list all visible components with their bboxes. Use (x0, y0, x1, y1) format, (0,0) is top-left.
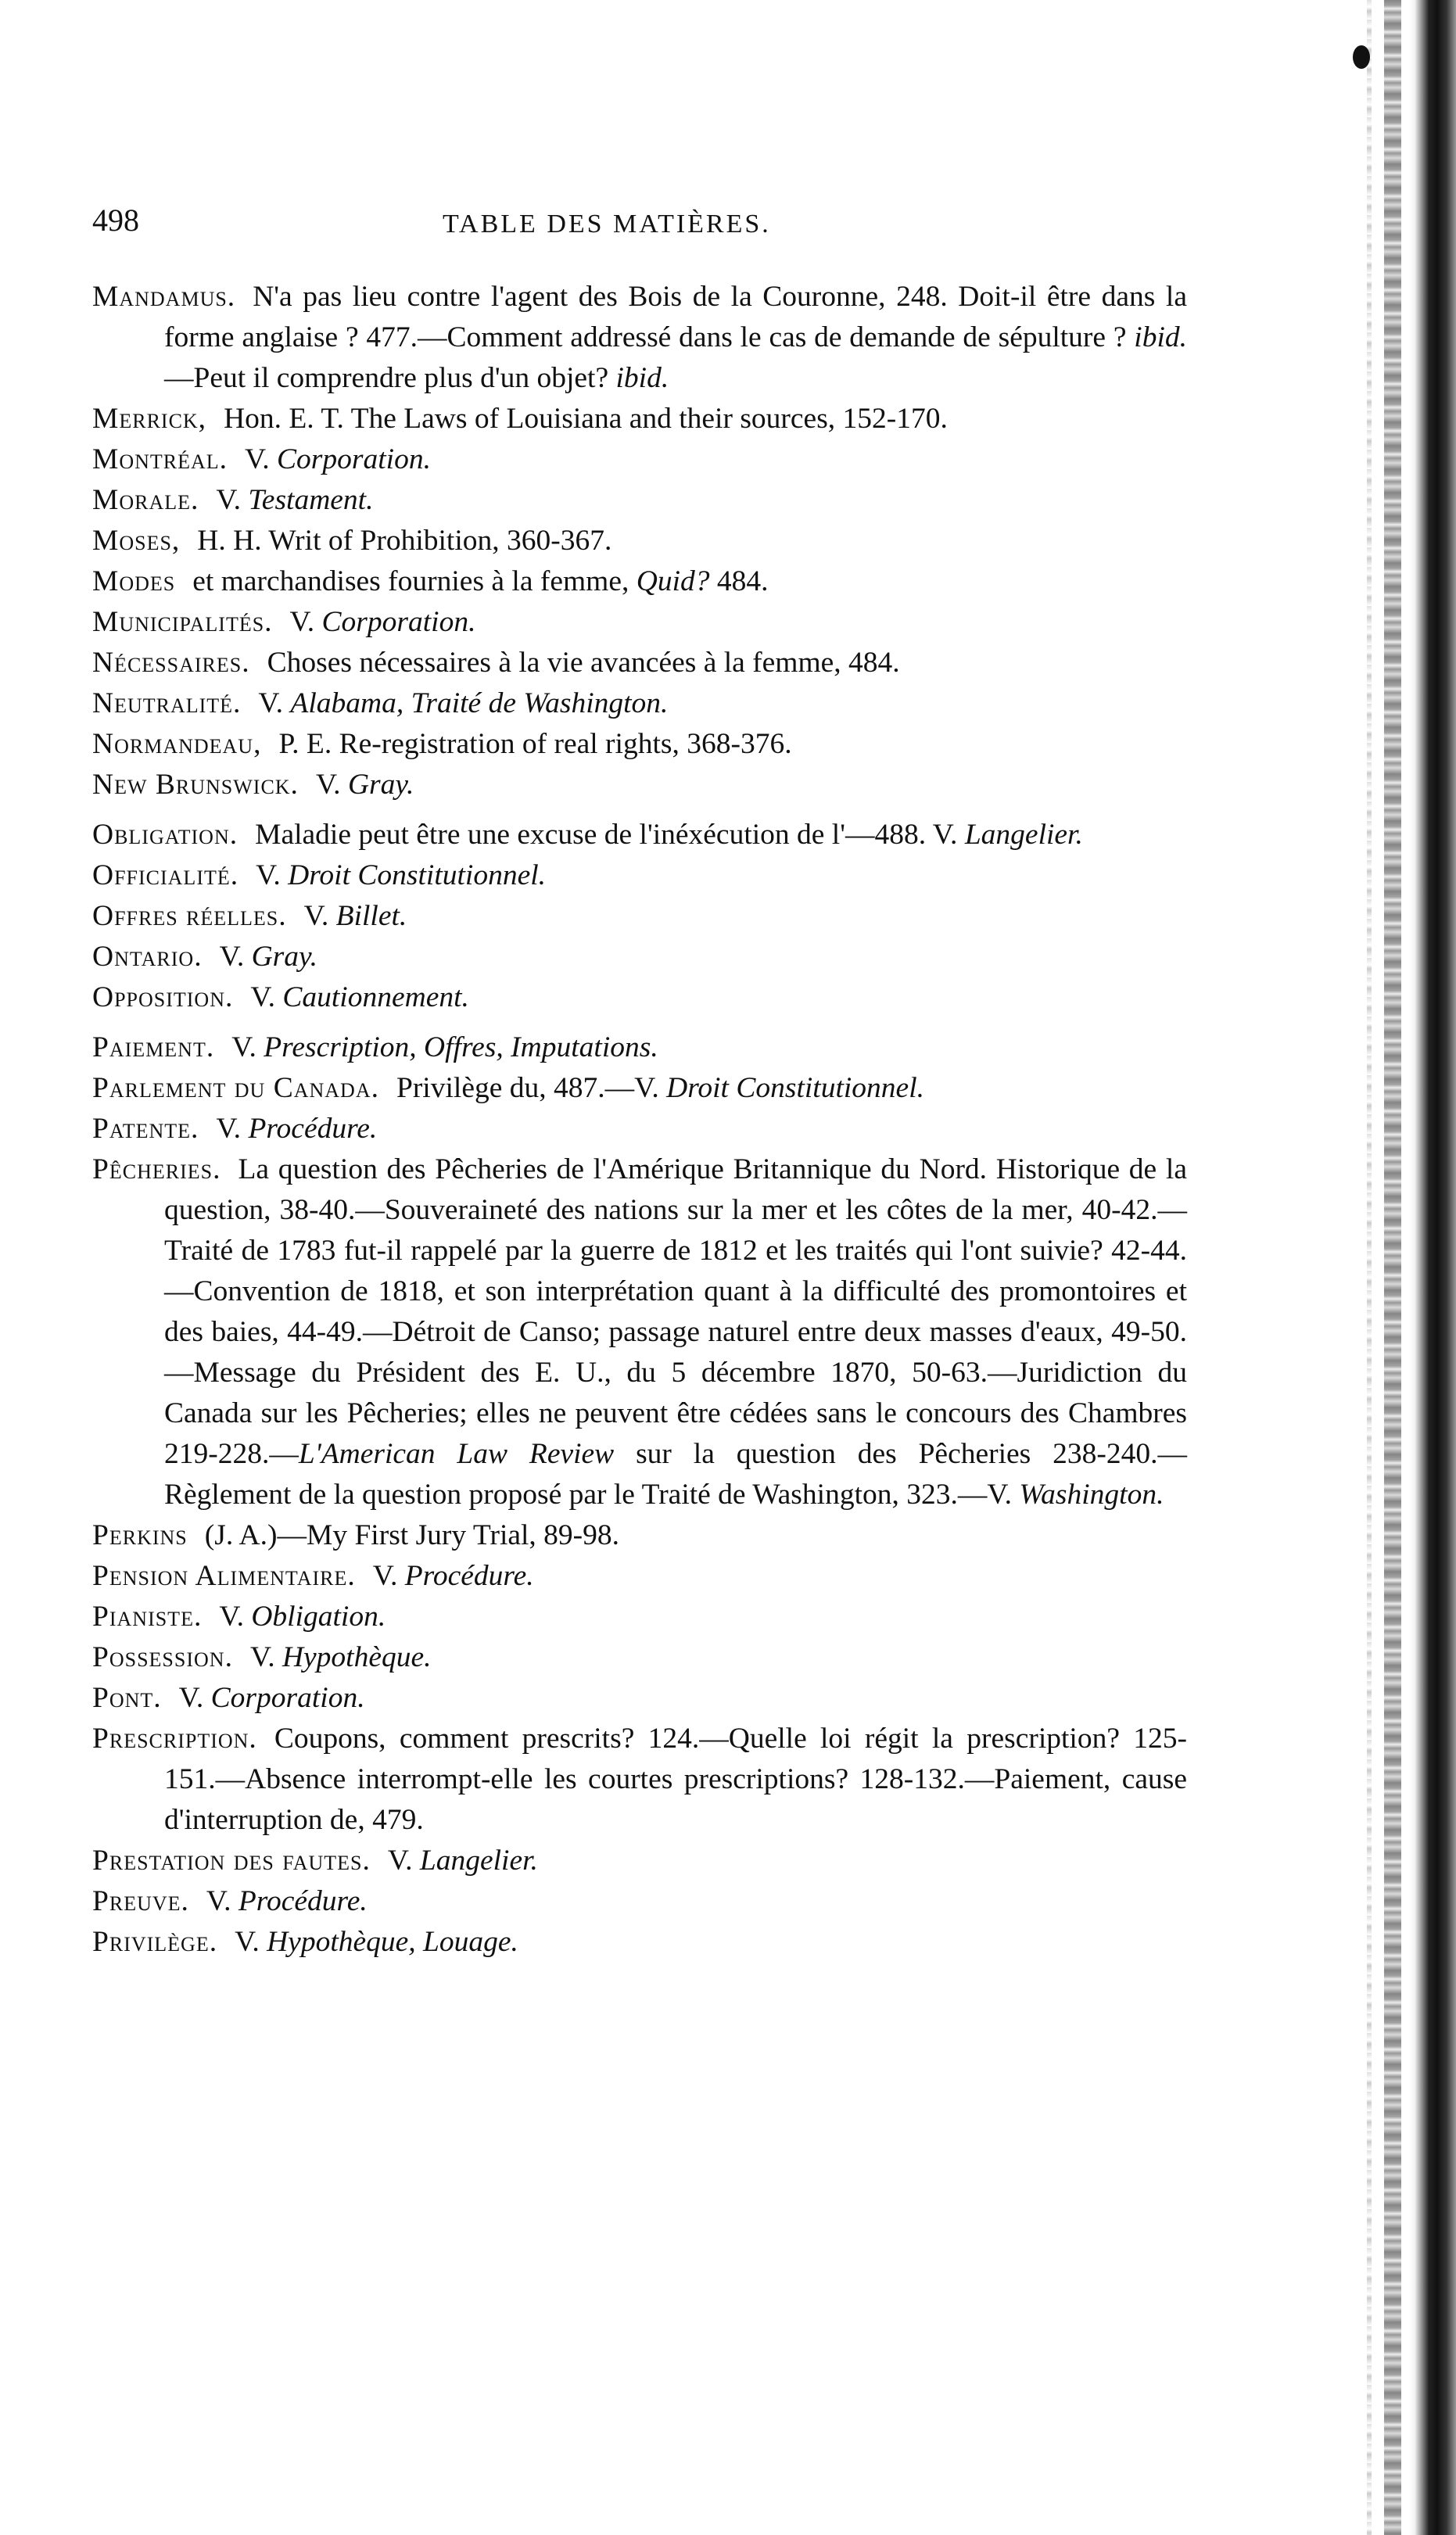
entry-text: V. (372, 1560, 405, 1592)
entry-text: Maladie peut être une excuse de l'inéxécution de l'—488. V. (255, 819, 965, 851)
index-entry (92, 561, 1187, 602)
entry-text: (J. A.)—My First Jury Trial, 89-98. (204, 1519, 620, 1551)
index-entry (92, 439, 1187, 480)
entry-reference: Langelier. (419, 1845, 538, 1877)
entry-text: V. (387, 1845, 420, 1877)
entry-reference: Gray. (251, 941, 317, 973)
entry-headword: Ontario. (92, 941, 203, 973)
entry-text: V. (250, 981, 283, 1013)
entry-headword: Offres réelles. (92, 900, 287, 932)
index-entry (92, 1027, 1187, 1068)
entry-headword: Possession. (92, 1641, 233, 1673)
index-entry (92, 1881, 1187, 1922)
running-title: TABLE DES MATIÈRES. (443, 210, 771, 238)
entry-text: 484. (709, 565, 769, 597)
entry-text: V. (178, 1682, 211, 1714)
entry-text: V. (256, 859, 289, 891)
index-entry (92, 977, 1187, 1018)
entry-reference: Hypothèque, Louage. (267, 1926, 518, 1958)
entry-headword: Moses, (92, 525, 181, 557)
entry-headword: Obligation. (92, 819, 238, 851)
entry-reference: Corporation. (277, 443, 431, 475)
index-entry (92, 1068, 1187, 1109)
entry-reference: Droit Constitutionnel. (288, 859, 547, 891)
entry-headword: Perkins (92, 1519, 188, 1551)
entry-text: Hon. E. T. The Laws of Louisiana and their sources, 152-170. (224, 403, 948, 435)
page-number: 498 (92, 203, 139, 238)
index-entry (92, 1556, 1187, 1597)
entry-text: sur la question des Pêcheries 238-240.—Règlement de la question proposé par le Traité de Washington, 323.—V. (164, 1438, 1187, 1511)
index-entry (92, 765, 1187, 805)
entry-headword: Pêcheries. (92, 1153, 221, 1185)
entry-reference: Procédure. (404, 1560, 534, 1592)
index-entry (92, 724, 1187, 765)
entry-reference: Cautionnement. (282, 981, 469, 1013)
entry-headword: Prestation des fautes. (92, 1845, 371, 1877)
index-entry (92, 602, 1187, 643)
index-entry (92, 937, 1187, 977)
entry-reference: Corporation. (210, 1682, 365, 1714)
entry-text: V. (303, 900, 336, 932)
entry-headword: Municipalités. (92, 606, 273, 638)
scan-edge-texture (1384, 0, 1401, 2535)
entry-text: V. (315, 769, 348, 801)
entry-text: Coupons, comment prescrits? 124.—Quelle loi régit la prescription? 125-151.—Absence interrompt-elle les courtes prescriptions? 128-132.—Paiement, cause d'interruption de, 479. (164, 1723, 1187, 1836)
index-entry (92, 1841, 1187, 1881)
entry-reference: Corporation. (321, 606, 476, 638)
index-entry-list (92, 277, 1187, 1963)
entry-text: N'a pas lieu contre l'agent des Bois de la Couronne, 248. Doit-il être dans la forme anglaise ? 477.—Comment addressé dans le cas de demande de sépulture ? (164, 281, 1187, 353)
entry-headword: Neutralité. (92, 687, 242, 719)
entry-headword: Modes (92, 565, 176, 597)
entry-headword: Morale. (92, 484, 199, 516)
index-entry (92, 1922, 1187, 1963)
entry-headword: Officialité. (92, 859, 239, 891)
entry-reference: Droit Constitutionnel. (666, 1072, 924, 1104)
entry-reference: ibid. (1134, 321, 1187, 353)
entry-reference: Procédure. (248, 1113, 378, 1145)
entry-headword: Pianiste. (92, 1601, 203, 1633)
index-entry (92, 480, 1187, 521)
entry-text: V. (216, 484, 249, 516)
entry-reference: Billet. (335, 900, 407, 932)
index-entry (92, 1515, 1187, 1556)
entry-reference: Procédure. (238, 1885, 368, 1917)
entry-reference: Obligation. (251, 1601, 386, 1633)
index-entry (92, 1109, 1187, 1149)
entry-reference: Quid? (636, 565, 710, 597)
entry-reference: Gray. (347, 769, 414, 801)
entry-text: V. (289, 606, 322, 638)
entry-text: —Peut il comprendre plus d'un objet? (164, 362, 616, 394)
entry-text: et marchandises fournies à la femme, (192, 565, 637, 597)
index-entry (92, 1719, 1187, 1841)
entry-headword: Pension Alimentaire. (92, 1560, 356, 1592)
index-entry (92, 1637, 1187, 1678)
entry-headword: Mandamus. (92, 281, 236, 313)
entry-text: V. (245, 443, 278, 475)
index-entry (92, 855, 1187, 896)
entry-headword: Parlement du Canada. (92, 1072, 379, 1104)
entry-reference: Alabama, Traité de Washington. (290, 687, 669, 719)
index-entry (92, 815, 1187, 855)
index-entry (92, 1149, 1187, 1515)
entry-reference: L'American Law Review (298, 1438, 615, 1470)
entry-headword: Privilège. (92, 1926, 218, 1958)
entry-text: V. (249, 1641, 282, 1673)
index-entry (92, 521, 1187, 561)
entry-text: V. (219, 1601, 252, 1633)
page-header (92, 202, 1187, 249)
entry-text: V. (231, 1031, 264, 1063)
entry-reference: ibid. (615, 362, 669, 394)
entry-text: Choses nécessaires à la vie avancées à la femme, 484. (267, 647, 900, 679)
entry-reference: Hypothèque. (282, 1641, 432, 1673)
entry-text: V. (258, 687, 291, 719)
index-entry (92, 643, 1187, 683)
entry-text: P. E. Re-registration of real rights, 368-376. (278, 728, 792, 760)
entry-text: Privilège du, 487.—V. (396, 1072, 667, 1104)
entry-reference: Washington. (1019, 1479, 1164, 1511)
index-entry (92, 683, 1187, 724)
entry-headword: Paiement. (92, 1031, 215, 1063)
index-entry (92, 399, 1187, 439)
entry-headword: Pont. (92, 1682, 162, 1714)
entry-headword: New Brunswick. (92, 769, 299, 801)
entry-headword: Patente. (92, 1113, 199, 1145)
entry-text: V. (219, 941, 252, 973)
index-entry (92, 1597, 1187, 1637)
entry-headword: Preuve. (92, 1885, 189, 1917)
scan-binding-edge (1409, 0, 1456, 2535)
entry-headword: Normandeau, (92, 728, 262, 760)
index-entry (92, 277, 1187, 399)
entry-text: La question des Pêcheries de l'Amérique Britannique du Nord. Historique de la question, 38-40.—Souveraineté des nations sur la mer et les côtes de la mer, 40-42.—Traité de 1783 fut-il rappelé par la guerre de 1812 et les traités qui l'ont suivie? 42-44.—Convention de 1818, et son interprétation quant à la difficulté des promontoires et des baies, 44-49.—Détroit de Canso; passage naturel entre deux masses d'eaux, 49-50.—Message du Président des E. U., du 5 décembre 1870, 50-63.—Juridiction du Canada sur les Pêcheries; elles ne peuvent être cédées sans le concours des Chambres 219-228.— (164, 1153, 1187, 1470)
entry-reference: Langelier. (964, 819, 1083, 851)
index-entry (92, 896, 1187, 937)
entry-headword: Opposition. (92, 981, 234, 1013)
entry-text: V. (235, 1926, 267, 1958)
scan-edge-shadow (1367, 0, 1372, 2535)
ink-blot (1353, 45, 1370, 69)
entry-text: V. (216, 1113, 249, 1145)
entry-reference: Prescription, Offres, Imputations. (264, 1031, 658, 1063)
entry-text: H. H. Writ of Prohibition, 360-367. (197, 525, 612, 557)
entry-reference: Testament. (248, 484, 374, 516)
entry-headword: Merrick, (92, 403, 207, 435)
entry-headword: Prescription. (92, 1723, 257, 1755)
index-entry (92, 1678, 1187, 1719)
entry-headword: Nécessaires. (92, 647, 250, 679)
entry-text: V. (206, 1885, 238, 1917)
entry-headword: Montréal. (92, 443, 228, 475)
